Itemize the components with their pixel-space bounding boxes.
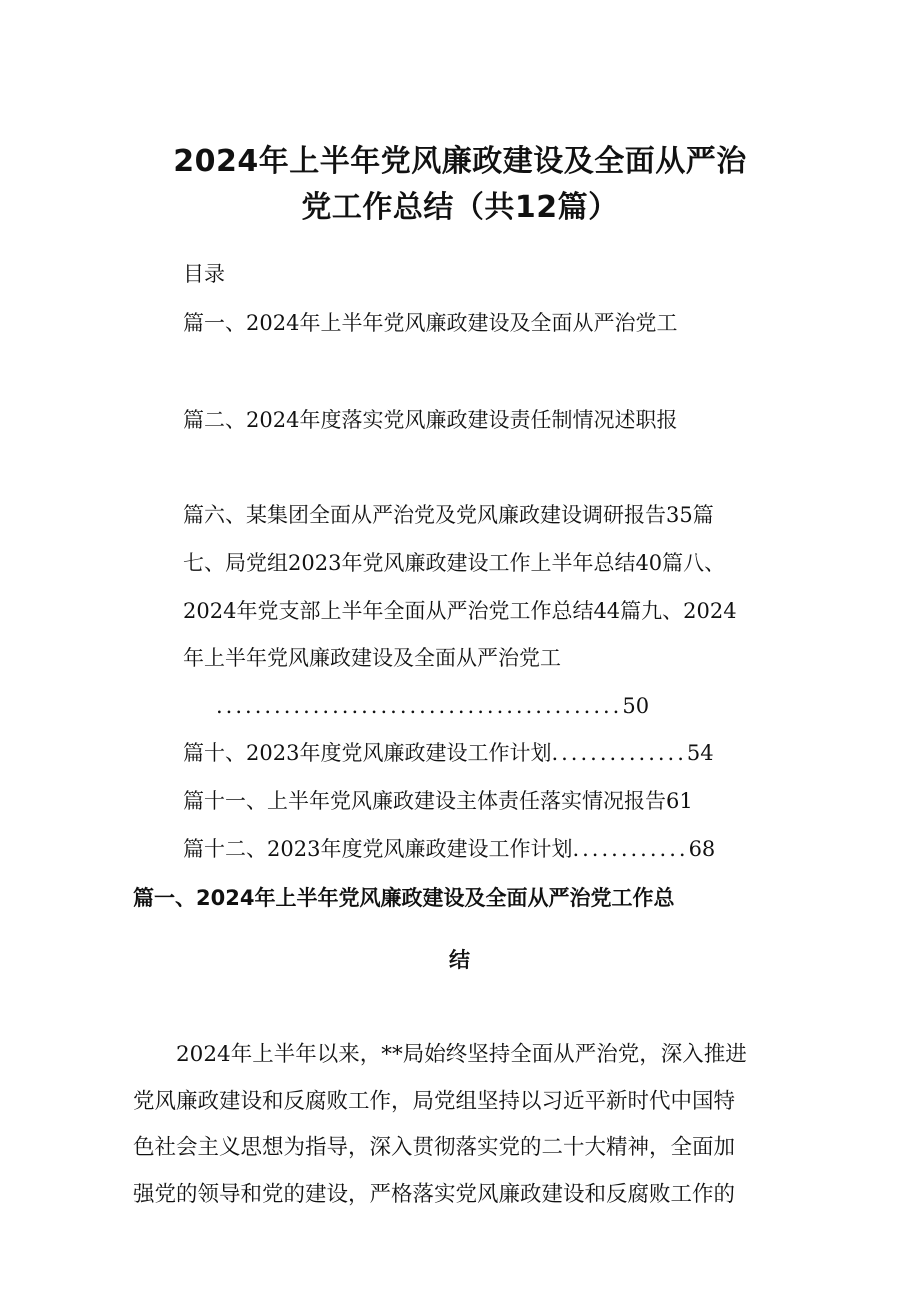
toc-page-number: 68: [688, 837, 716, 861]
section-1-paragraph-line-3: 色社会主义思想为指导，深入贯彻落实党的二十大精神，全面加: [133, 1135, 736, 1160]
document-title-line-2: 党工作总结（共12篇）: [301, 190, 619, 225]
section-1-heading-line-2: 结: [449, 948, 470, 972]
toc-heading: 目录: [183, 262, 225, 286]
toc-item-6-line-3[interactable]: 2024年党支部上半年全面从严治党工作总结44篇九、2024: [183, 599, 737, 623]
toc-item-2[interactable]: 篇二、2024年度落实党风廉政建设责任制情况述职报: [183, 408, 678, 432]
toc-dot-leader: ............: [572, 837, 689, 861]
toc-item-6-line-4[interactable]: 年上半年党风廉政建设及全面从严治党工: [183, 646, 561, 670]
toc-item-label: 篇十二、2023年度党风廉政建设工作计划: [183, 837, 573, 861]
section-1-paragraph-line-1: 2024年上半年以来，**局始终坚持全面从严治党，深入推进: [133, 1042, 747, 1067]
toc-page-number: 50: [622, 694, 650, 718]
document-title-line-1: 2024年上半年党风廉政建设及全面从严治: [173, 144, 747, 179]
toc-item-1[interactable]: 篇一、2024年上半年党风廉政建设及全面从严治党工: [183, 311, 678, 335]
toc-item-label: 篇十、2023年度党风廉政建设工作计划: [183, 741, 552, 765]
section-1-paragraph-line-2: 党风廉政建设和反腐败工作，局党组坚持以习近平新时代中国特: [133, 1089, 736, 1114]
toc-dot-leader: ..............: [551, 741, 687, 765]
toc-item-12[interactable]: [183, 834, 715, 864]
toc-item-6-line-1[interactable]: 篇六、某集团全面从严治党及党风廉政建设调研报告35篇: [183, 503, 714, 527]
toc-item-9-leader[interactable]: [216, 691, 649, 721]
section-1-heading-line-1: 篇一、2024年上半年党风廉政建设及全面从严治党工作总: [133, 886, 675, 910]
toc-item-11[interactable]: 篇十一、上半年党风廉政建设主体责任落实情况报告61: [183, 789, 693, 813]
toc-item-10[interactable]: [183, 738, 714, 768]
toc-dot-leader: ..........................................: [216, 694, 623, 718]
section-1-paragraph-line-4: 强党的领导和党的建设，严格落实党风廉政建设和反腐败工作的: [133, 1182, 736, 1207]
toc-page-number: 54: [686, 741, 714, 765]
toc-item-6-line-2[interactable]: 七、局党组2023年党风廉政建设工作上半年总结40篇八、: [183, 551, 726, 575]
